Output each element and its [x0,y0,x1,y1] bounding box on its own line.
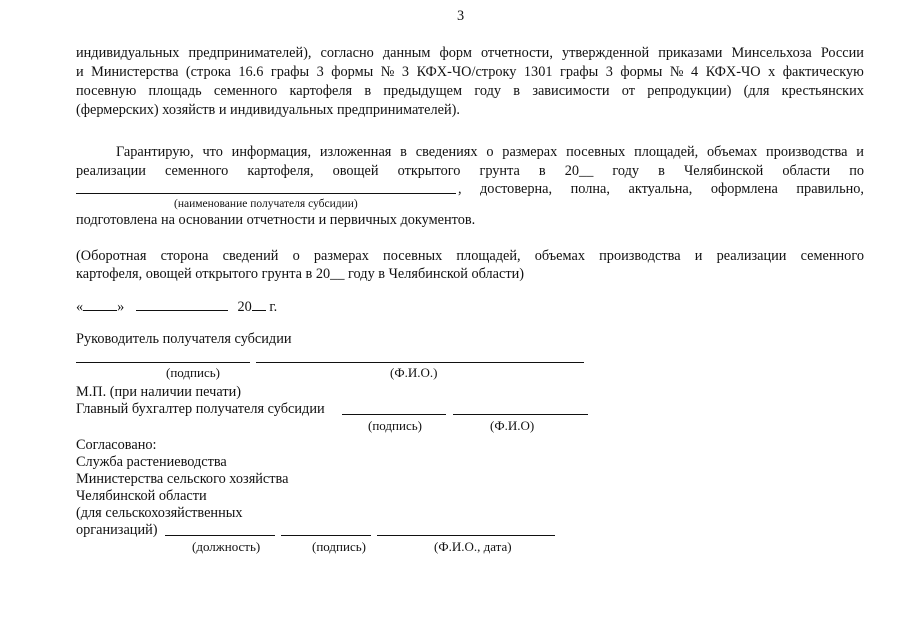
word: семенного [213,83,278,99]
head-signature-line[interactable] [76,362,250,363]
word: картофеля, [247,163,314,179]
word: 1301 [523,64,553,80]
position-caption: (должность) [192,539,261,554]
word: № [380,64,395,80]
stamp-label: М.П. (при наличии печати) [76,384,241,400]
word: картофеля [289,83,353,99]
word: х [768,64,776,80]
word: по [849,163,864,179]
word: в [513,83,521,99]
word: от [621,83,635,99]
word: о [292,248,300,264]
day-blank[interactable] [83,297,117,311]
word: правильно, [796,181,864,197]
date-year-suffix: г. [269,299,278,315]
head-signature-caption: (подпись) [166,365,220,380]
word: 3 [401,64,410,80]
word: семенного [800,248,864,264]
date-open-quote: « [76,299,84,315]
accountant-name-caption: (Ф.И.О) [490,418,535,433]
date-year: 20 [237,299,252,315]
agreed-line4: (для сельскохозяйственных [76,505,243,521]
agreed-signature-caption: (подпись) [312,539,366,554]
word: достоверна, [480,181,553,197]
word: 4 [691,64,699,80]
word: 16.6 [238,64,264,80]
word: № [669,64,684,80]
word: площадей, [634,144,699,160]
para2-line3 [480,180,864,199]
word: форм [439,45,472,61]
para3-line2: картофеля, овощей открытого грунта в 20__ году в Челябинской области) [76,266,525,282]
accountant-label: Главный бухгалтер получателя субсидии [76,401,325,417]
para2-line1 [116,143,864,162]
word: сведениях [415,144,478,160]
word: в [364,83,372,99]
word: актуальна, [628,181,693,197]
word: посевную [76,83,137,99]
word: области [782,163,831,179]
word: приказами [658,45,723,61]
para2-line4: подготовлена на основании отчетности и первичных документов. [76,212,476,228]
para2-line2 [76,162,864,181]
word: полна, [570,181,610,197]
agreed-line3: Челябинской области [76,488,207,504]
word: и [76,64,84,80]
word: посевных [566,144,626,160]
word: формы [331,64,374,80]
head-name-line[interactable] [256,362,584,363]
word: предыдущем [383,83,463,99]
word: в [658,163,665,179]
para3-line1 [76,247,864,266]
word: 20__ [564,163,594,179]
month-blank[interactable] [136,297,228,311]
word: (Оборотная [76,248,147,264]
word: о [486,144,494,160]
word: и [856,144,864,160]
agreed-name-date-caption: (Ф.И.О., дата) [434,539,512,554]
word: производства [599,248,681,264]
word: размерах [502,144,558,160]
word: Министерства [91,64,179,80]
word: предпринимателей), [188,45,312,61]
page-number: 3 [457,8,465,24]
word: реализации [76,163,146,179]
word: графы [270,64,310,80]
recipient-name-line [76,193,456,194]
word: году [474,83,502,99]
head-title: Руководитель получателя субсидии [76,331,292,347]
word: отчетности, [480,45,553,61]
word: реализации [716,248,787,264]
word: в [400,144,407,160]
word: овощей [332,163,379,179]
accountant-name-line[interactable] [453,414,588,415]
word: объемах [534,248,585,264]
agreed-line2: Министерства сельского хозяйства [76,471,289,487]
word: индивидуальных [76,45,180,61]
word: России [820,45,864,61]
head-name-caption: (Ф.И.О.) [390,365,438,380]
word: и [694,248,703,264]
word: посевных [383,248,443,264]
word: репродукции) [647,83,732,99]
word: оформлена [710,181,778,197]
word: что [202,144,223,160]
recipient-comma: , [458,181,462,197]
word: крестьянских [781,83,864,99]
word: Гарантирую, [116,144,194,160]
date-line [76,297,277,317]
word: (строка [185,64,231,80]
word: фактическую [782,64,864,80]
word: площадь [148,83,202,99]
para1-line2 [76,63,864,82]
word: зависимости [532,83,610,99]
word: информация, [231,144,312,160]
word: Минсельхоза [731,45,812,61]
word: году [612,163,640,179]
accountant-signature-line[interactable] [342,414,446,415]
word: 3 [605,64,613,80]
agreed-name-date-line[interactable] [377,535,555,536]
word: (для [743,83,770,99]
word: сведений [222,248,279,264]
word: открытого [397,163,461,179]
word: производства [766,144,848,160]
word: КФХ-ЧО [705,64,761,80]
word: сторона [160,248,209,264]
accountant-signature-caption: (подпись) [368,418,422,433]
word: 3 [316,64,324,80]
agreed-signature-line[interactable] [281,535,371,536]
word: в [538,163,546,179]
date-close-quote: » [117,299,125,315]
word: изложенная [319,144,392,160]
year-blank[interactable] [252,297,266,311]
word: согласно [320,45,374,61]
word: формы [620,64,663,80]
agreed-line5: организаций) [76,522,158,538]
word: размерах [313,248,369,264]
word: площадей, [456,248,521,264]
agreed-line1: Служба растениеводства [76,454,227,470]
recipient-caption: (наименование получателя субсидии) [174,198,358,210]
word: утвержденной [561,45,650,61]
word: грунта [479,163,520,179]
word: КФХ-ЧО/строку [416,64,517,80]
word: данным [382,45,431,61]
agreed-title: Согласовано: [76,437,157,453]
para1-line4: (фермерских) хозяйств и индивидуальных предпринимателей). [76,102,460,118]
word: семенного [164,163,229,179]
word: Челябинской [683,163,764,179]
para1-line1 [76,44,864,63]
word: объемах [707,144,758,160]
position-line[interactable] [165,535,275,536]
word: графы [560,64,599,80]
para1-line3 [76,82,864,101]
